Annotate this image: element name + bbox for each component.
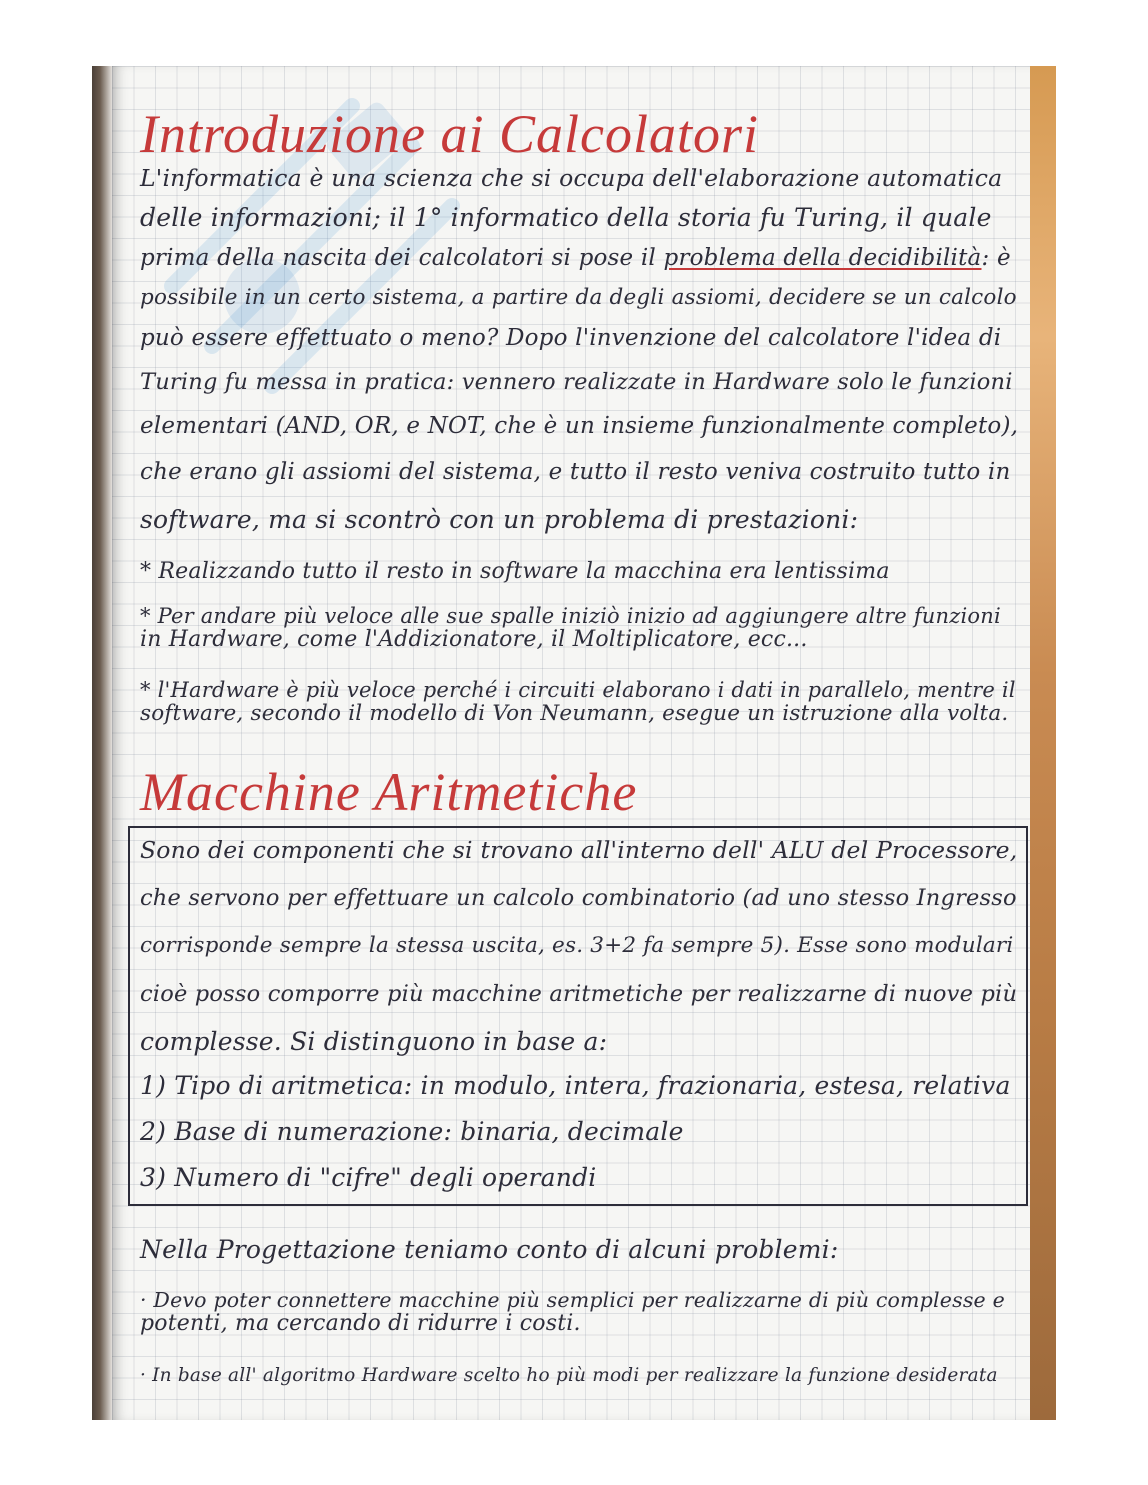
box-line-6: 1) Tipo di aritmetica: in modulo, intera, frazionaria, estesa, relativa xyxy=(140,1071,1011,1100)
intro-bullet-3a: * l'Hardware è più veloce perché i circuiti elaborano i dati in parallelo, mentre il xyxy=(140,678,1016,702)
design-bullet-1b: potenti, ma cercando di ridurre i costi. xyxy=(140,1311,581,1336)
intro-line-7: elementari (AND, OR, e NOT, che è un insieme funzionalmente completo), xyxy=(140,413,1019,439)
intro-bullet-1: * Realizzando tutto il resto in software la macchina era lentissima xyxy=(140,559,890,584)
section-title-intro: Introduzione ai Calcolatori xyxy=(140,104,759,164)
intro-line-1: L'informatica è una scienza che si occupa dell'elaborazione automatica xyxy=(140,164,1003,192)
box-line-1: Sono dei componenti che si trovano all'interno dell' ALU del Processore, xyxy=(140,836,1018,864)
table-edge xyxy=(1028,66,1056,1420)
box-line-4: cioè posso comporre più macchine aritmetiche per realizzarne di nuove più xyxy=(140,981,1018,1007)
box-line-5: complesse. Si distinguono in base a: xyxy=(140,1027,608,1056)
box-line-3: corrisponde sempre la stessa uscita, es. 3+2 fa sempre 5). Esse sono modulari xyxy=(140,933,1014,958)
box-line-8: 3) Numero di "cifre" degli operandi xyxy=(140,1163,597,1192)
intro-line-5: può essere effettuato o meno? Dopo l'invenzione del calcolatore l'idea di xyxy=(140,325,1002,351)
design-bullet-2: · In base all' algoritmo Hardware scelto ho più modi per realizzare la funzione desiderata xyxy=(140,1365,998,1386)
notebook-sheet xyxy=(112,66,1030,1420)
intro-line-9: software, ma si scontrò con un problema di prestazioni: xyxy=(140,505,859,534)
intro-line-3-tail: : è xyxy=(981,245,1011,271)
design-bullet-1a: · Devo poter connettere macchine più semplici per realizzarne di più complesse e xyxy=(140,1288,1005,1312)
intro-line-2: delle informazioni; il 1° informatico della storia fu Turing, il quale xyxy=(140,203,992,232)
notebook-photo xyxy=(92,66,1056,1420)
box-line-7: 2) Base di numerazione: binaria, decimale xyxy=(140,1117,684,1146)
intro-bullet-2a: * Per andare più veloce alle sue spalle iniziò inizio ad aggiungere altre funzioni xyxy=(140,604,1001,628)
design-intro: Nella Progettazione teniamo conto di alcuni problemi: xyxy=(140,1235,839,1264)
intro-line-8: che erano gli assiomi del sistema, e tutto il resto veniva costruito tutto in xyxy=(140,459,1011,485)
intro-bullet-3b: software, secondo il modello di Von Neumann, esegue un istruzione alla volta. xyxy=(140,701,1009,726)
section-title-machines: Macchine Aritmetiche xyxy=(140,762,638,822)
intro-line-6: Turing fu messa in pratica: vennero realizzate in Hardware solo le funzioni xyxy=(140,369,1013,395)
intro-line-4: possibile in un certo sistema, a partire da degli assiomi, decidere se un calcolo xyxy=(140,285,1017,310)
intro-bullet-2b: in Hardware, come l'Addizionatore, il Moltiplicatore, ecc... xyxy=(140,627,808,652)
box-line-2: che servono per effettuare un calcolo combinatorio (ad uno stesso Ingresso xyxy=(140,885,1017,911)
intro-line-3 xyxy=(140,238,1011,278)
intro-line-3-text: prima della nascita dei calcolatori si pose il xyxy=(140,245,656,271)
decidability-highlight: problema della decidibilità xyxy=(663,245,982,271)
